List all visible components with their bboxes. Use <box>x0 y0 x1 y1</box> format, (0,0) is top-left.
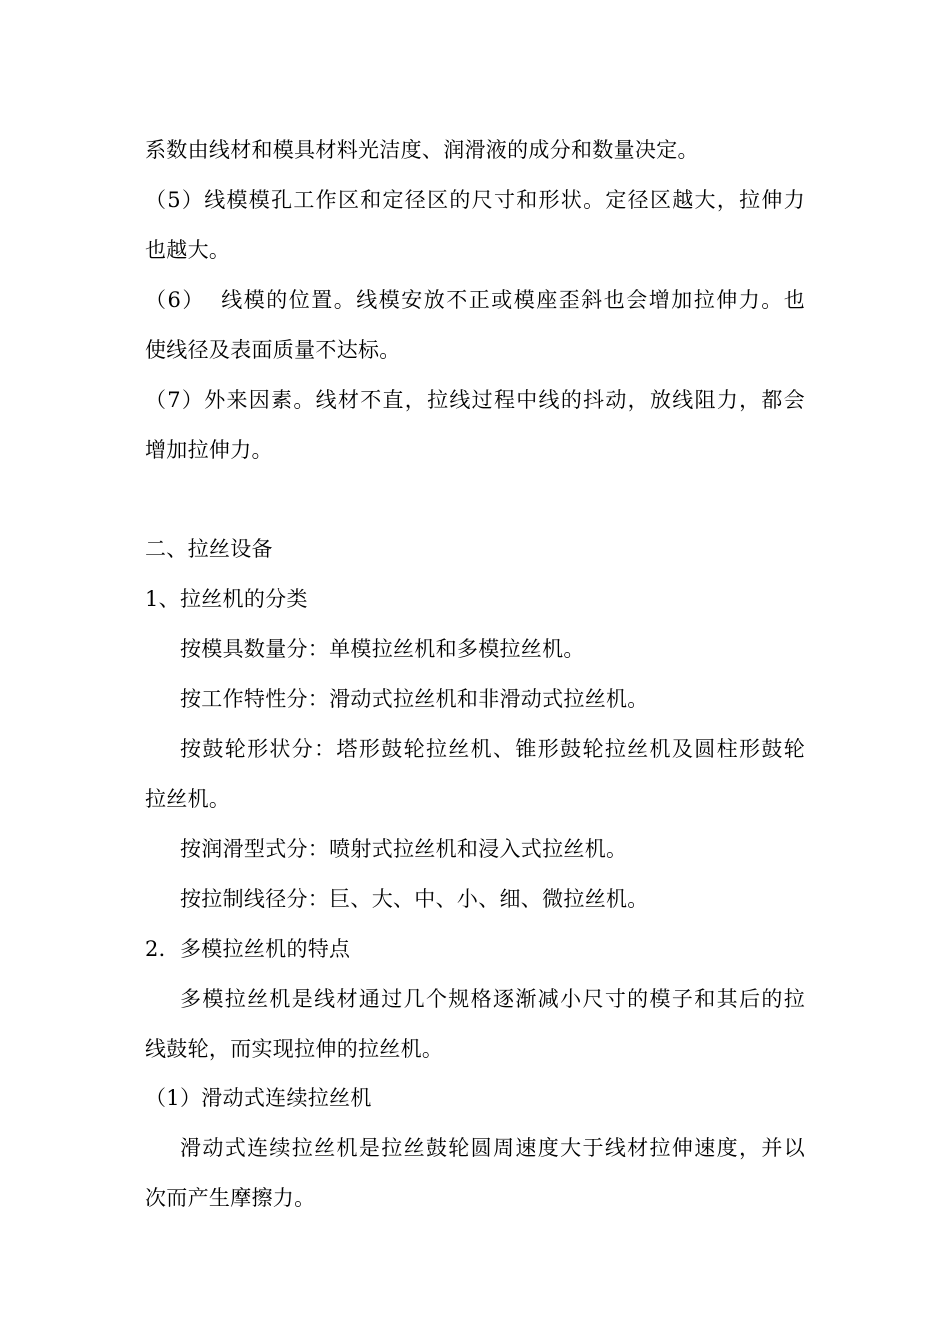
section-heading: 二、拉丝设备 <box>145 537 273 561</box>
paragraph-line: 也越大。 <box>145 238 231 262</box>
classification-item: 按拉制线径分：巨、大、中、小、细、微拉丝机。 <box>180 887 649 911</box>
list-item-6: （6） 线模的位置。线模安放不正或模座歪斜也会增加拉伸力。也 <box>145 288 805 312</box>
paragraph-line: 系数由线材和模具材料光洁度、润滑液的成分和数量决定。 <box>145 138 699 162</box>
paragraph-line: 线鼓轮，而实现拉伸的拉丝机。 <box>145 1037 444 1061</box>
subsection-heading: 1、拉丝机的分类 <box>145 587 308 611</box>
paragraph-line: 滑动式连续拉丝机是拉丝鼓轮圆周速度大于线材拉伸速度，并以 <box>180 1136 805 1160</box>
classification-item: 按鼓轮形状分：塔形鼓轮拉丝机、锥形鼓轮拉丝机及圆柱形鼓轮 <box>180 737 805 761</box>
subsection-heading: 2．多模拉丝机的特点 <box>145 937 351 961</box>
paragraph-line: 增加拉伸力。 <box>145 438 273 462</box>
classification-item: 按模具数量分：单模拉丝机和多模拉丝机。 <box>180 637 585 661</box>
paragraph-line: 使线径及表面质量不达标。 <box>145 338 401 362</box>
classification-item: 按润滑型式分：喷射式拉丝机和浸入式拉丝机。 <box>180 837 628 861</box>
list-item-7: （7）外来因素。线材不直，拉线过程中线的抖动，放线阻力，都会 <box>145 388 805 412</box>
subsection-heading: （1）滑动式连续拉丝机 <box>145 1086 372 1110</box>
paragraph-line: 多模拉丝机是线材通过几个规格逐渐减小尺寸的模子和其后的拉 <box>180 987 805 1011</box>
paragraph-line: 次而产生摩擦力。 <box>145 1186 316 1210</box>
classification-item: 按工作特性分：滑动式拉丝机和非滑动式拉丝机。 <box>180 687 649 711</box>
list-item-5: （5）线模模孔工作区和定径区的尺寸和形状。定径区越大，拉伸力 <box>145 188 805 212</box>
paragraph-line: 拉丝机。 <box>145 787 231 811</box>
